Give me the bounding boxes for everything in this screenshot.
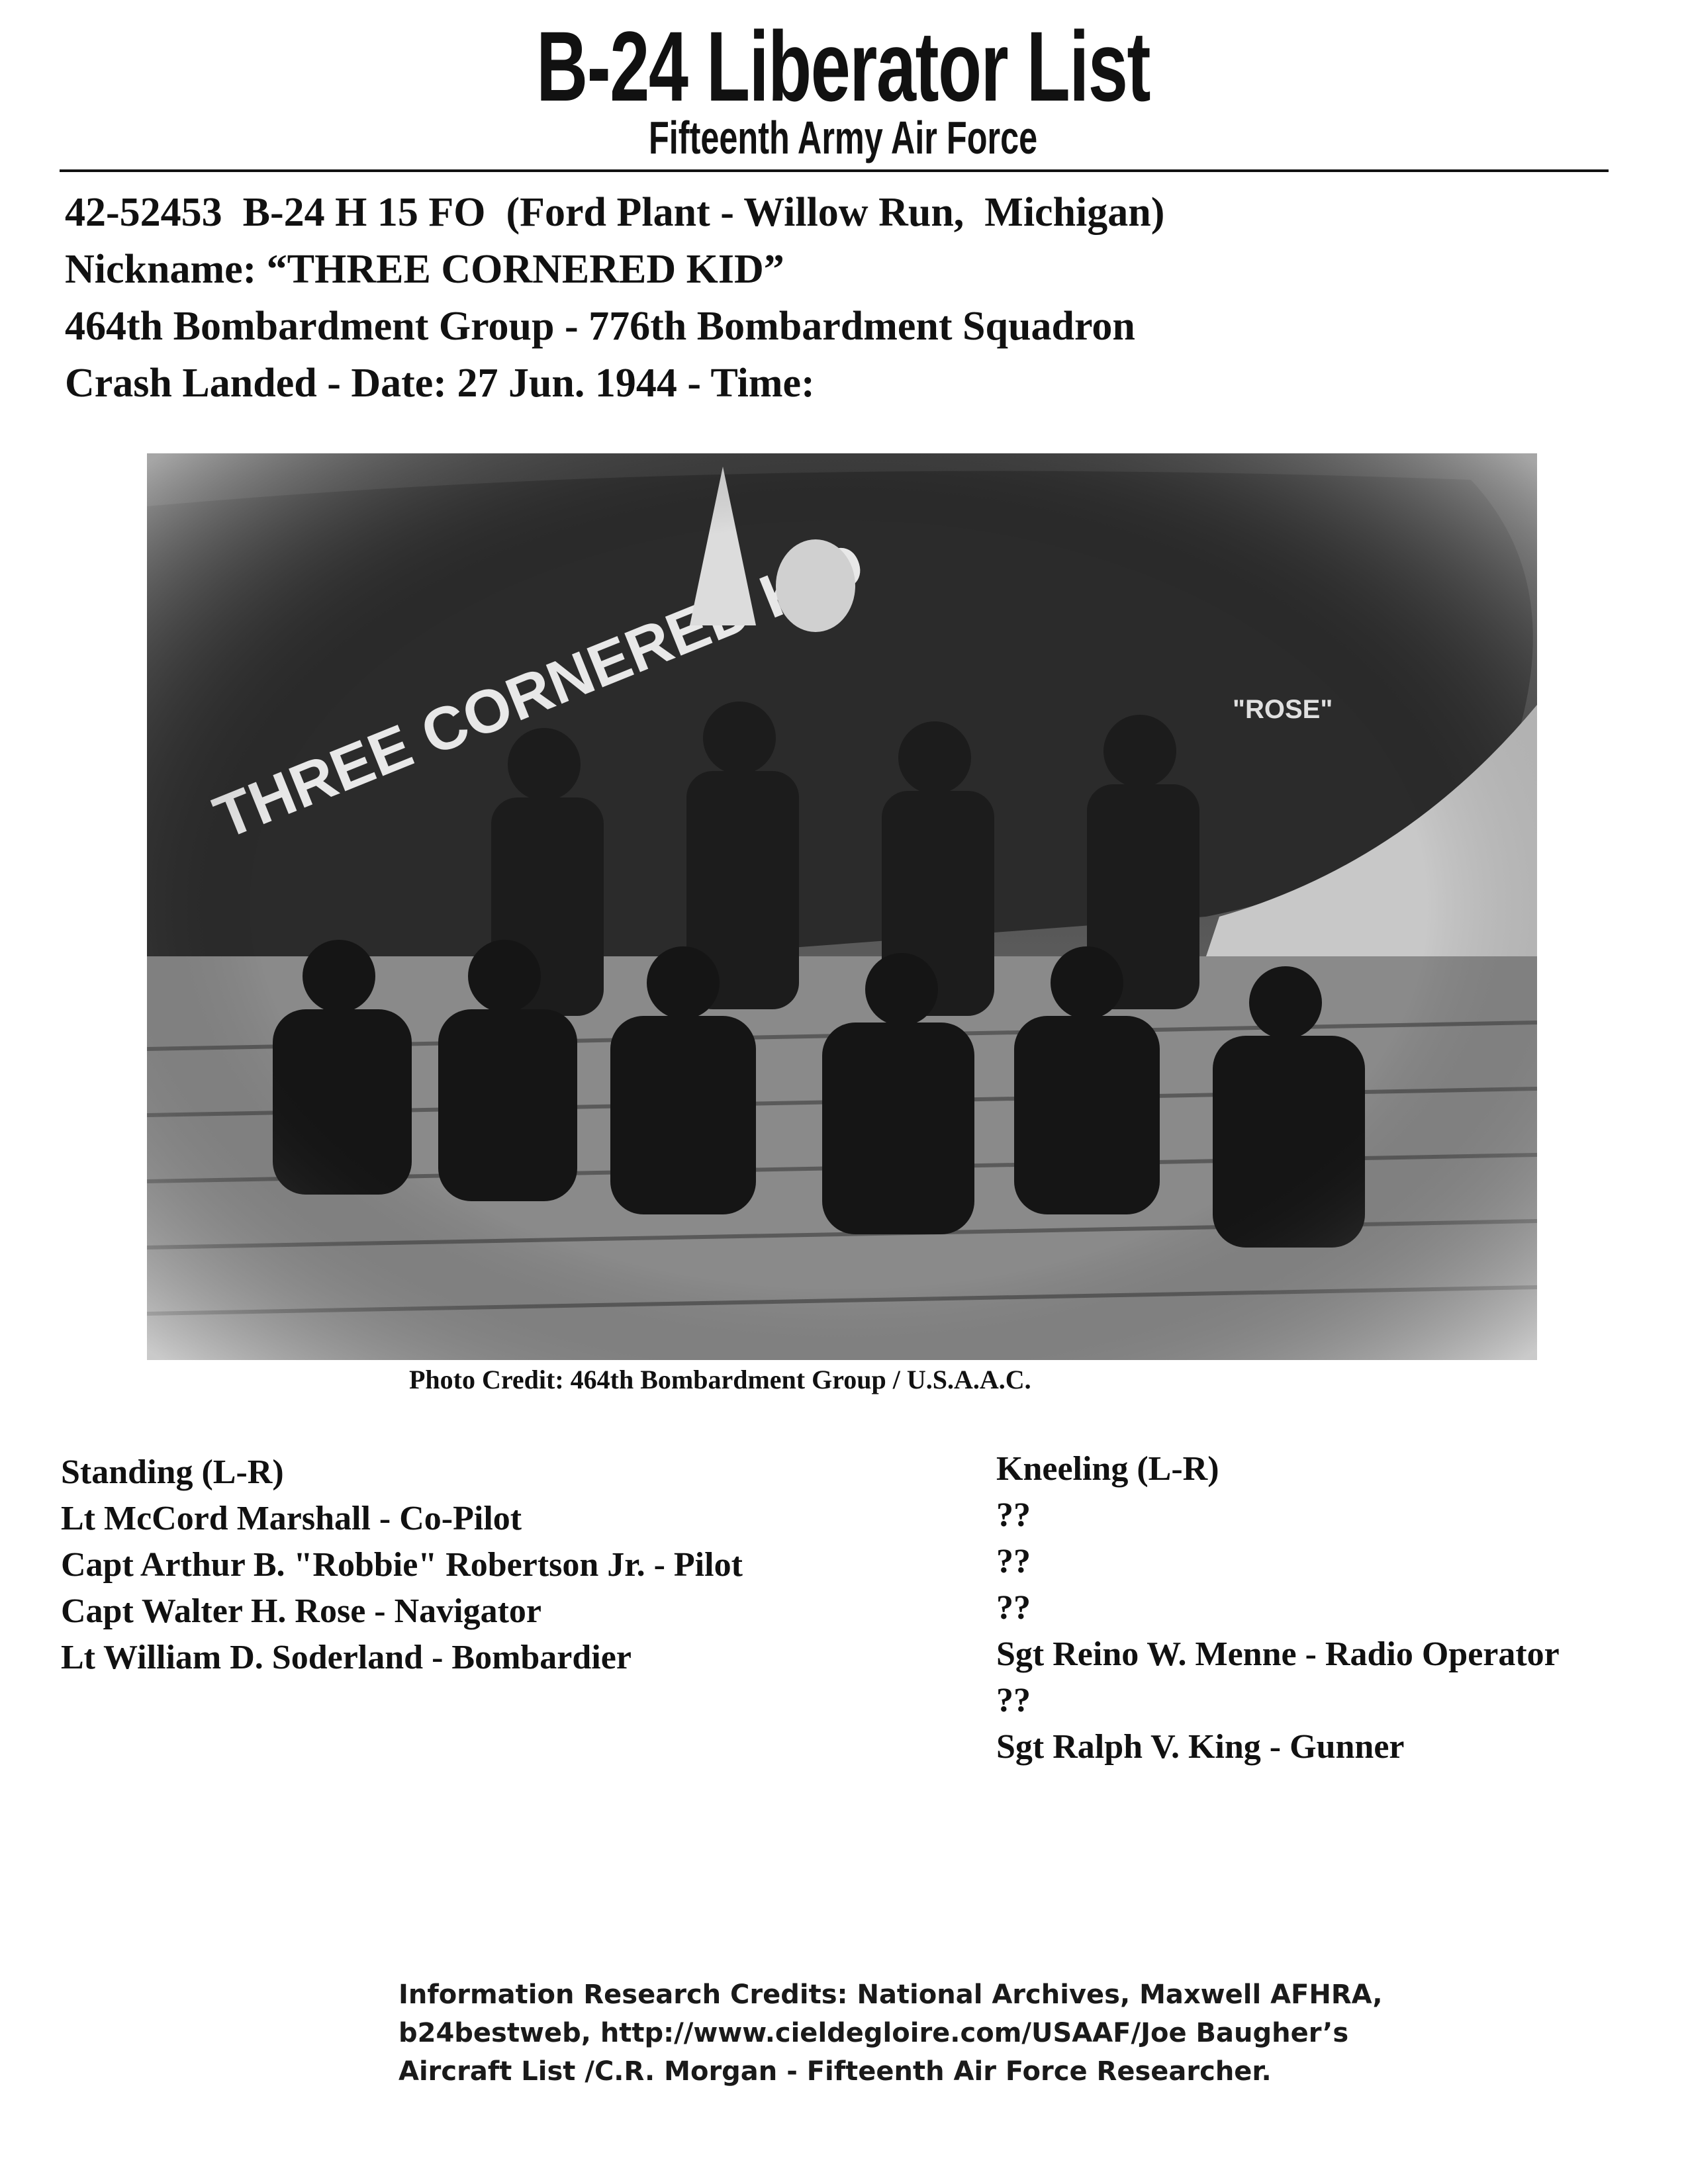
standing-heading: Standing (L-R) [61,1453,284,1491]
photo-credit: Photo Credit: 464th Bombardment Group / U.S.A.A.C. [409,1365,1031,1394]
title-divider [60,169,1609,172]
list-item: Capt Walter H. Rose - Navigator [61,1592,541,1630]
list-item: ?? [996,1543,1031,1580]
research-credits-line: Information Research Credits: National Archives, Maxwell AFHRA, [399,1979,1383,2010]
page-subtitle: Fifteenth Army Air Force [649,112,1038,163]
list-item: Lt William D. Soderland - Bombardier [61,1639,632,1676]
list-item: Lt McCord Marshall - Co-Pilot [61,1500,522,1537]
crew-photo [147,453,1537,1360]
list-item: Capt Arthur B. "Robbie" Robertson Jr. - Pilot [61,1546,743,1584]
crash-line: Crash Landed - Date: 27 Jun. 1944 - Time: [65,361,815,406]
list-item: ?? [996,1682,1031,1719]
unit-line: 464th Bombardment Group - 776th Bombardment Squadron [65,304,1135,349]
list-item: ?? [996,1496,1031,1534]
page-title: B-24 Liberator List [536,11,1150,122]
kneeling-heading: Kneeling (L-R) [996,1450,1219,1488]
list-item: Sgt Reino W. Menne - Radio Operator [996,1635,1560,1673]
serial-line: 42-52453 B-24 H 15 FO (Ford Plant - Willow Run, Michigan) [65,190,1165,235]
crew-photo-illustration [147,453,1537,1360]
aircraft-header [65,184,1164,412]
research-credits-line: Aircraft List /C.R. Morgan - Fifteenth Air Force Researcher. [399,2056,1272,2087]
research-credits [399,1976,1383,2091]
standing-list [61,1449,743,1681]
list-item: ?? [996,1589,1031,1627]
nickname-line: Nickname: “THREE CORNERED KID” [65,247,784,292]
list-item: Sgt Ralph V. King - Gunner [996,1728,1405,1766]
research-credits-line: b24bestweb, http://www.cieldegloire.com/USAAF/Joe Baugher’s [399,2018,1349,2048]
kneeling-list [996,1446,1560,1770]
